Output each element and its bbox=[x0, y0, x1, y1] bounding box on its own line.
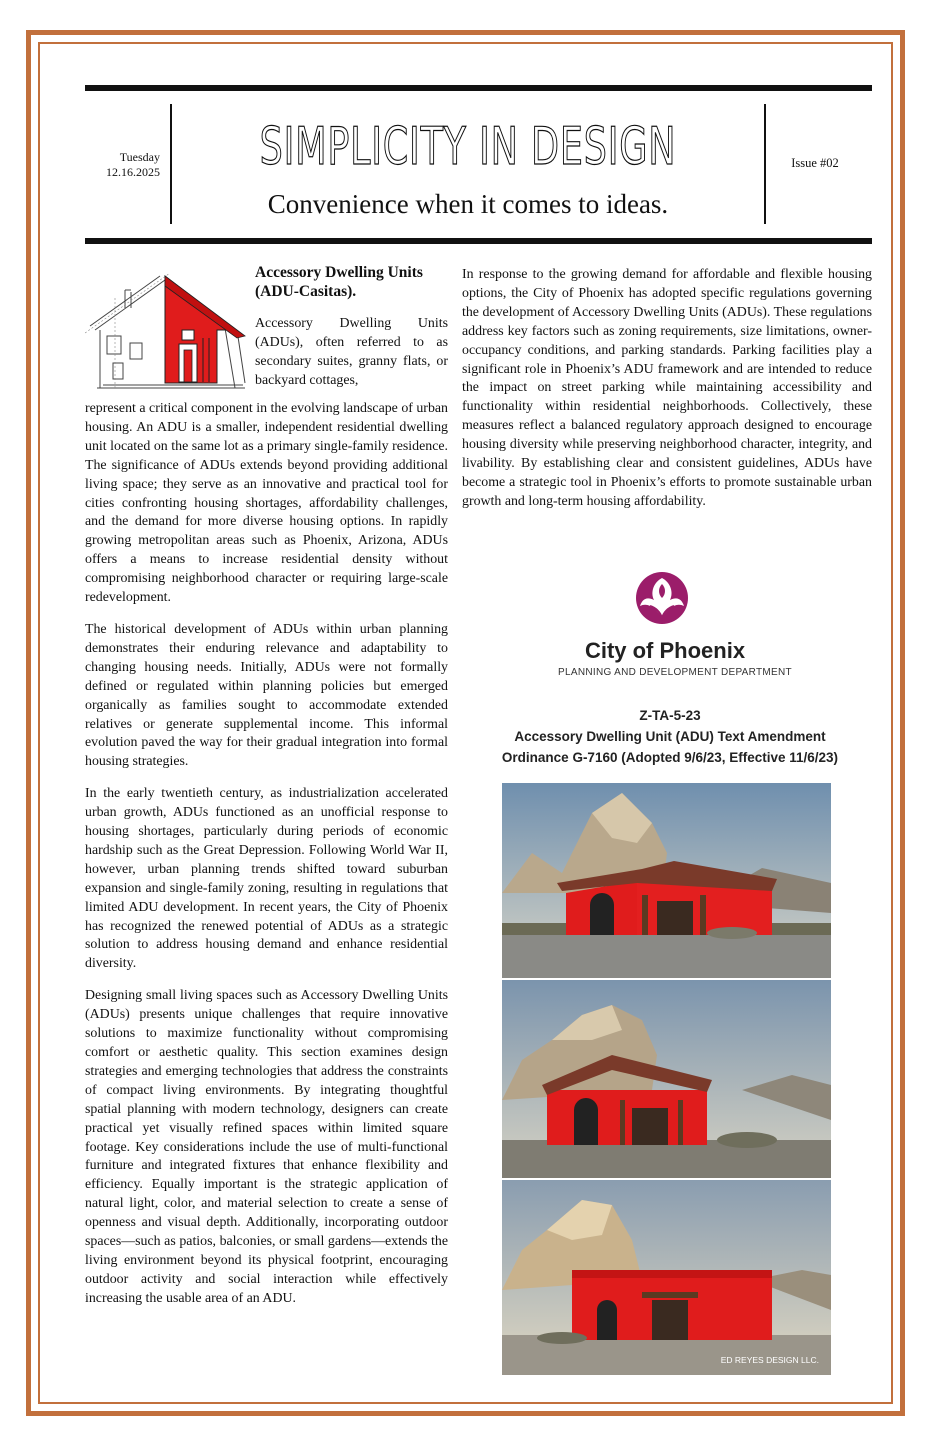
article-paragraph: In response to the growing demand for affordable and flexible housing options, the City of Phoenix has adopted specific regulations governing the development of Accessory Dwelling Units (ADUs). These regulations address key factors such as zoning requirements, size limitations, owner-occupancy conditions, and parking standards. Parking facilities play a significant role in Phoenix’s ADU framework and are intended to reduce the impact on street parking while maintaining accessibility and functionality within residential neighborhoods. Collectively, these measures reflect a balanced regulatory approach designed to encourage housing diversity while preserving neighborhood character, integrity, and livability. By establishing clear and consistent guidelines, ADUs have become a strategic tool in Phoenix’s efforts to promote sustainable urban growth and long-term housing affordability. bbox=[462, 267, 872, 509]
page-title: SIMPLICITY IN DESIGN bbox=[259, 117, 677, 177]
masthead-left-divider bbox=[170, 104, 172, 224]
house-sketch-illustration bbox=[85, 268, 250, 393]
article-paragraph: In the early twentieth century, as industrialization accelerated urban growth, ADUs functioned as an unofficial response to housing shortages, particularly during periods of economic hardship such as the Great Depression. Following World War II, however, urban planning trends shifted toward suburban expansion and single-family zoning, resulting in regulations that limited ADU development. In recent years, the City of Phoenix has recognized the renewed potential of ADUs as a strategic solution to address housing demand and enhance residential diversity. bbox=[85, 786, 448, 972]
masthead-right-divider bbox=[764, 104, 766, 224]
photo-credit: ED REYES DESIGN LLC. bbox=[720, 1355, 819, 1365]
tagline: Convenience when it comes to ideas. bbox=[267, 189, 669, 219]
article-lead-text: Accessory Dwelling Units (ADUs), often referred to as secondary suites, granny flats, or backyard cottages, bbox=[255, 316, 448, 388]
adu-rendering-photo-3 bbox=[502, 1180, 831, 1375]
issue-date-value: 12.16.2025 bbox=[106, 165, 160, 179]
ordinance-code: Z-TA-5-23 bbox=[639, 708, 701, 723]
issue-date bbox=[70, 150, 160, 180]
phoenix-bird-logo bbox=[632, 570, 692, 626]
ordinance-title: Ordinance G-7160 (Adopted 9/6/23, Effective 11/6/23) bbox=[501, 750, 839, 765]
article-paragraph: Designing small living spaces such as Accessory Dwelling Units (ADUs) presents unique challenges that require innovative solutions to maximize functionality without compromising comfort or aesthetic quality. This section examines design strategies and emerging technologies that address the constraints of compact living environments. By integrating thoughtful spatial planning with modern technology, designers can create practical yet visually refined spaces within limited square footage. Key considerations include the use of multi-functional furniture and integrated fixtures that enhance flexibility and efficiency. Equally important is the strategic application of natural light, color, and material selection to create a sense of openness and visual depth. Additionally, incorporating outdoor spaces—such as patios, balconies, or small gardens—extends the living environment beyond its physical footprint, encouraging outdoor activity and social interaction while effectively increasing the usable area of an ADU. bbox=[85, 988, 448, 1306]
amendment-title: Accessory Dwelling Unit (ADU) Text Amendment bbox=[514, 729, 826, 744]
adu-rendering-photo-1 bbox=[502, 783, 831, 978]
city-of-phoenix-name: City of Phoenix bbox=[584, 638, 746, 663]
masthead-top-rule bbox=[85, 85, 872, 91]
ordinance-block bbox=[470, 705, 870, 768]
article-paragraph: represent a critical component in the evolving landscape of urban housing. An ADU is a smaller, independent residential dwelling unit located on the same lot as a primary single-family residence. The significance of ADUs extends beyond providing additional living space; they serve as an innovative and practical tool for cities confronting housing shortages, affordability challenges, and the demand for more diverse housing options. In rapidly growing metropolitan areas such as Phoenix, Arizona, ADUs offers a means to increase residential density without compromising neighborhood character or requiring large-scale redevelopment. bbox=[85, 401, 448, 606]
adu-rendering-photo-2 bbox=[502, 980, 831, 1178]
article-paragraph: The historical development of ADUs within urban planning demonstrates their enduring relevance and adaptability to changing housing needs. Initially, ADUs were not formally defined or regulated within planning policies but emerged organically as families sought to accommodate extended relatives or generate supplemental income. This informal evolution paved the way for their gradual integration into formal housing strategies. bbox=[85, 621, 448, 770]
department-name: PLANNING AND DEVELOPMENT DEPARTMENT bbox=[558, 667, 792, 678]
issue-number: Issue #02 bbox=[791, 156, 839, 170]
article-left-column bbox=[85, 400, 448, 1322]
masthead-bottom-rule bbox=[85, 238, 872, 244]
article-headline: Accessory Dwelling Units (ADU-Casitas). bbox=[255, 264, 423, 300]
article-right-column bbox=[462, 266, 872, 525]
issue-day: Tuesday bbox=[119, 150, 160, 164]
